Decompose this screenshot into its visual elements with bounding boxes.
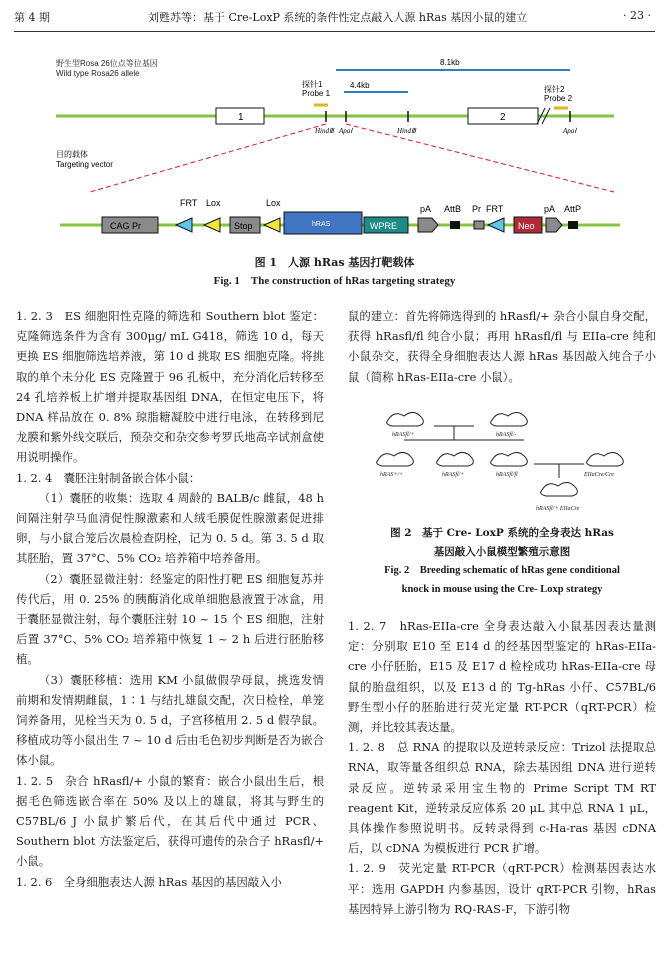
figure-1-targeting-diagram (40, 52, 640, 252)
para-1-2-7: 1. 2. 7 hRas-EIIa-cre 全身表达敲入小鼠基因表达量测定：分别取 E10 至 E14 d 的经基因型鉴定的 hRas-EIIa-cre 小仔胚胎，E15 及 E17 d 检栓成功 hRas-EIIa-cre 母鼠的胎盘组织，以及 E13 d 的 Tg-hRas 小仔、C57BL/6 野生型小仔的胚胎进行荧光定量 RT-PCR（qRT-PCR）检测，并比较其表达量。 (348, 619, 656, 735)
fig2-caption-en-1: Fig. 2 Breeding schematic of hRas gene conditional (384, 565, 620, 576)
neo-label: Neo (518, 221, 535, 231)
distance-4.4kb-label: 4.4kb (350, 81, 370, 90)
para-blastocyst-injection: （2）囊胚显微注射：经鉴定的阳性打靶 ES 细胞复苏并传代后，用 0. 25% 的胰酶消化成单细胞悬液置于冰盒，用于囊胚显微注射，每个囊胚注射 10 ~ 15 个 ES 细胞，注射后置 37°C、5% CO₂ 培养箱中恢复 1 ~ 2 h 后进行胚胎移植。 (16, 571, 324, 667)
mouse-r2c (491, 452, 528, 466)
attb-block (450, 221, 460, 229)
para-1-2-4: 1. 2. 4 囊胚注射制备嵌合体小鼠： (16, 470, 201, 485)
para-1-2-6-cont: 鼠的建立：首先将筛选得到的 hRasfl/+ 杂合小鼠自身交配，获得 hRasfl/fl 纯合小鼠；再用 hRasfl/fl 与 EIIa-cre 纯和小鼠杂交，获得全身细胞表达人源 hRas 基因敲入纯合子小鼠（简称 hRas-EIIa-cre 小鼠）。 (348, 309, 656, 384)
wt-label-cn: 野生型Rosa 26位点等位基因 (56, 59, 158, 68)
pr-label: Pr (472, 204, 481, 214)
frt2-label: FRT (486, 204, 504, 214)
para-blastocyst-collection: （1）囊胚的收集：选取 4 周龄的 BALB/c 雌鼠，48 h 间隔注射孕马血清促性腺激素和人绒毛膜促性腺激素促进排卵，与小鼠合笼后次晨检查阴栓，记为 0. 5 d。第 3. 5 d 取其胚胎，置 37°C、5% CO₂ 培养箱中培养备用。 (16, 490, 324, 566)
para-1-2-6: 1. 2. 6 全身细胞表达人源 hRas 基因的基因敲入小 (16, 874, 282, 889)
hind2-label: HindⅢ (397, 127, 416, 135)
probe2-en: Probe 2 (544, 94, 573, 103)
running-title: 刘甦苏等：基于 Cre-LoxP 系统的条件性定点敲入人源 hRas 基因小鼠的建立 (148, 11, 528, 24)
lox1-label: Lox (206, 198, 221, 208)
frt1-label: FRT (180, 198, 198, 208)
exon-2-label: 2 (500, 112, 506, 123)
hind1-label: HindⅢ (315, 127, 334, 135)
fig1-caption-en: Fig. 1 The construction of hRas targeting strategy (213, 275, 456, 287)
right-column-bottom (348, 616, 656, 919)
left-column (16, 306, 324, 892)
right-column-top (348, 306, 656, 387)
pa2-label: pA (544, 204, 556, 214)
lox2-triangle (264, 218, 280, 232)
fig2-caption-en-2: knock in mouse using the Cre- Loxp strategy (401, 584, 603, 595)
probe1-en: Probe 1 (302, 89, 331, 98)
probe2-cn: 探针2 (544, 85, 565, 94)
attp-label: AttP (564, 204, 582, 214)
apa2-label: ApaⅠ (563, 127, 577, 135)
para-blastocyst-transfer: （3）囊胚移植：选用 KM 小鼠做假孕母鼠，挑选发情前期和发情期雌鼠，1∶1 与结扎雄鼠交配，次日检栓，单笼饲养备用，见栓当天为 0. 5 d，子宫移植用 2. 5 d 假孕鼠。移植成功等小鼠出生 7 ~ 10 d 后由毛色初步判断是否为嵌合体小鼠。 (16, 672, 324, 768)
para-1-2-3: 1. 2. 3 ES 细胞阳性克隆的筛选和 Southern blot 鉴定：克隆筛选条件为含有 300μg/ mL G418，筛选 10 d，每天更换 ES 细胞筛选培养液，第 10 d 挑取 ES 细胞克隆。将挑取的单个未分化 ES 克隆置于 96 孔板中，充分消化后转移至 24 孔培养板上扩增并提取基因组 DNA，在恒定电压下，将 DNA 样品放在 0. 8% 琼脂糖凝胶中进行电泳，在转移到尼龙膜和紫外线交联后，预杂交和杂交参考罗氏地高辛试剂盒使用说明操作。 (16, 309, 324, 465)
running-header (0, 0, 669, 30)
pa1-arrow (418, 218, 438, 232)
mouse-r2b (437, 452, 474, 466)
distance-8.1kb-label: 8.1kb (440, 58, 460, 67)
projection-left (90, 124, 326, 192)
apa1-label: ApaⅠ (339, 127, 353, 135)
lox2-label: Lox (266, 198, 281, 208)
pa2-arrow (546, 218, 562, 232)
header-rule (14, 31, 655, 32)
label-r1a: hRASfl/+ (392, 432, 415, 438)
mouse-r2a (377, 452, 414, 466)
hras-label: hRAS (312, 221, 331, 228)
wpre-label: WPRE (370, 221, 397, 231)
mouse-r1b (491, 412, 528, 426)
label-r2b: hRASfl/+ (442, 472, 465, 478)
fig2-caption-cn-1: 图 2 基于 Cre- LoxP 系统的全身表达 hRas (390, 527, 614, 539)
mouse-r3 (541, 482, 578, 496)
frt1-triangle (176, 218, 192, 232)
mouse-r1a (387, 412, 424, 426)
probe1-cn: 探针1 (302, 80, 323, 89)
label-r2c: hRASfl/fl (496, 472, 518, 478)
fig1-caption-cn: 图 1 人源 hRas 基因打靶载体 (254, 256, 415, 269)
para-1-2-8: 1. 2. 8 总 RNA 的提取以及逆转录反应：Trizol 法提取总 RNA，取等量各组织总 RNA，除去基因组 DNA 进行逆转录反应。逆转录采用宝生物的 Prime Script TM RT reagent Kit，逆转录反应体系 20 μL 其中总 RNA 1 μL，具体操作参照说明书。反转录得到 c-Ha-ras 基因 cDNA 后，以 cDNA 为模板进行 PCR 扩增。 (348, 740, 656, 856)
attb-label: AttB (444, 204, 462, 214)
cross-lines-2 (534, 464, 584, 478)
label-r2d: EIIaCre/Cre (584, 472, 614, 478)
pr-block (474, 221, 484, 229)
mouse-r2d (587, 452, 624, 466)
label-r2a: hRAS+/+ (380, 472, 404, 478)
label-r3: hRASfl/+ EIIaCre (536, 506, 580, 512)
issue-number: 第 4 期 (14, 11, 50, 24)
frt2-triangle (488, 218, 504, 232)
lox1-triangle (204, 218, 220, 232)
para-1-2-5: 1. 2. 5 杂合 hRasfl/+ 小鼠的繁育：嵌合小鼠出生后，根据毛色筛选嵌合率在 50% 及以上的雄鼠，将其与野生的 C57BL/6 J 小鼠扩繁后代，在其后代中通过 PCR、Southern blot 方法鉴定后，获得可遗传的杂合子 hRasfl/+ 小鼠。 (16, 773, 324, 869)
page-number: · 23 · (623, 9, 651, 22)
pa1-label: pA (420, 204, 432, 214)
wt-label-en: Wild type Rosa26 allele (56, 69, 140, 78)
attp-block (568, 221, 578, 229)
tv-label-cn: 目的载体 (56, 150, 88, 159)
para-1-2-9: 1. 2. 9 荧光定量 RT-PCR（qRT-PCR）检测基因表达水平：选用 GAPDH 内参基因，设计 qRT-PCR 引物，hRas 基因特异上游引物为 RQ-RAS-F，下游引物 (348, 861, 656, 916)
figure-2-breeding-schematic (374, 398, 642, 518)
tv-label-en: Targeting vector (56, 160, 113, 169)
label-r1b: hRASfl/- (496, 432, 517, 438)
exon-1-label: 1 (238, 112, 244, 123)
fig2-caption-cn-2: 基因敲入小鼠模型繁殖示意图 (433, 546, 571, 558)
cag-label: CAG Pr (110, 221, 142, 231)
stop-label: Stop (234, 221, 253, 231)
